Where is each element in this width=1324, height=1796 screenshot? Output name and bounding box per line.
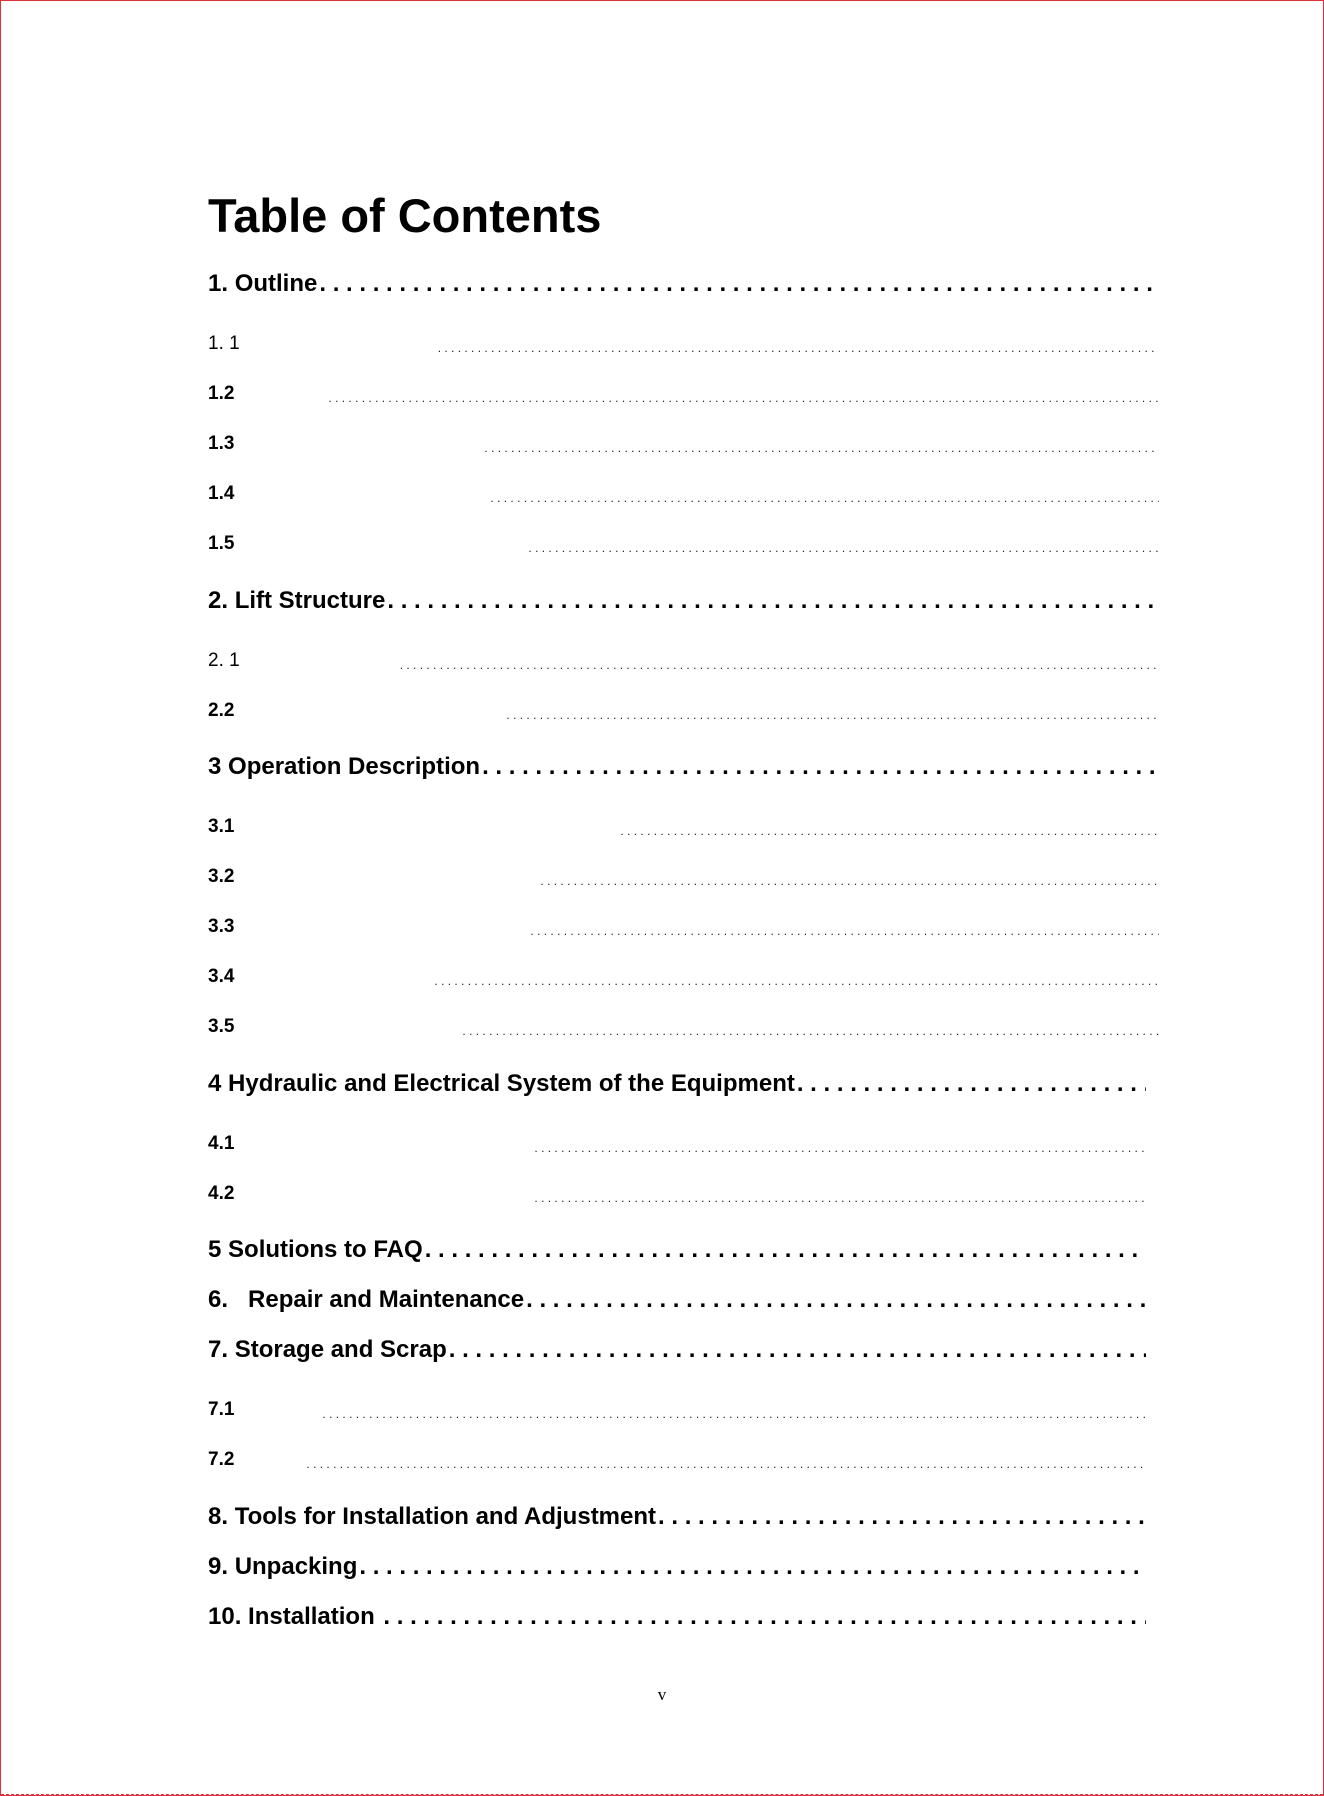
toc-entry-3-2[interactable]: [208, 864, 1159, 890]
toc-entry-number: 3: [208, 753, 222, 780]
toc-entry-1-1[interactable]: [208, 331, 1159, 357]
toc-entry-number: 3.1: [208, 816, 235, 837]
toc-entry-number: 1.: [208, 270, 229, 297]
dot-leader: [425, 1234, 1146, 1266]
toc-entry-3-3[interactable]: [208, 914, 1159, 940]
dot-leader: [383, 1601, 1146, 1633]
toc-entry-2[interactable]: [208, 585, 1159, 617]
toc-entry-label: Storage and Scrap: [234, 1336, 447, 1363]
dot-leader: [328, 389, 1159, 407]
toc-entry-number: 10.: [208, 1603, 242, 1630]
toc-entry-number: 2.: [208, 587, 229, 614]
toc-entry-10[interactable]: [208, 1601, 1146, 1633]
toc-entry-5[interactable]: [208, 1234, 1146, 1266]
toc-entry-number: 4.1: [208, 1133, 235, 1154]
toc-entry-number: 9.: [208, 1553, 229, 1580]
toc-entry-number: 7.: [208, 1336, 229, 1363]
toc-entry-number: 5: [208, 1236, 222, 1263]
toc-entry-number: 4: [208, 1070, 222, 1097]
dot-leader: [438, 339, 1159, 357]
dot-leader: [400, 656, 1159, 674]
toc-entry-7[interactable]: [208, 1334, 1146, 1366]
toc-entry-1-4[interactable]: [208, 481, 1159, 507]
toc-entry-8[interactable]: [208, 1501, 1146, 1533]
toc-entry-1[interactable]: [208, 268, 1159, 300]
dot-leader: [534, 1139, 1146, 1157]
toc-entry-label: Installation: [248, 1603, 375, 1630]
toc-entry-number: 1.4: [208, 483, 235, 504]
toc-entry-number: 1.5: [208, 533, 235, 554]
toc-entry-number: 6.: [208, 1286, 229, 1313]
dot-leader: [434, 972, 1159, 990]
toc-entry-number: 8.: [208, 1503, 229, 1530]
toc-entry-4-2[interactable]: [208, 1181, 1146, 1207]
toc-entry-4-1[interactable]: [208, 1131, 1146, 1157]
toc-entry-9[interactable]: [208, 1551, 1146, 1583]
toc-entry-number: 7.2: [208, 1449, 235, 1470]
dot-leader: [449, 1334, 1146, 1366]
toc-entry-2-2[interactable]: [208, 698, 1159, 724]
toc-entry-number: 2.2: [208, 700, 235, 721]
dot-leader: [528, 539, 1159, 557]
toc-entry-2-1[interactable]: [208, 648, 1159, 674]
dot-leader: [526, 1284, 1146, 1316]
dot-leader: [306, 1455, 1146, 1473]
toc-entry-label: Solutions to FAQ: [228, 1236, 423, 1263]
toc-entry-label: Operation Description: [228, 753, 481, 780]
dot-leader: [462, 1022, 1159, 1040]
dot-leader: [482, 751, 1159, 783]
toc-entry-4[interactable]: [208, 1068, 1146, 1100]
toc-entry-label: Hydraulic and Electrical System of the Equipment: [228, 1070, 795, 1097]
toc-entry-number: 3.3: [208, 916, 235, 937]
dot-leader: [797, 1068, 1146, 1100]
dot-leader: [540, 872, 1159, 890]
toc-entry-label: Tools for Installation and Adjustment: [234, 1503, 657, 1530]
page-number: v: [657, 1685, 667, 1704]
toc-entry-label: Lift Structure: [234, 587, 386, 614]
toc-entry-number: 1.2: [208, 383, 235, 404]
toc-entry-label: Outline: [234, 270, 318, 297]
toc-entry-3[interactable]: [208, 751, 1159, 783]
dot-leader: [506, 706, 1159, 724]
dot-leader: [484, 439, 1159, 457]
dot-leader: [530, 922, 1159, 940]
toc-entry-number: 3.5: [208, 1016, 235, 1037]
dot-leader: [658, 1501, 1146, 1533]
dot-leader: [490, 489, 1159, 507]
toc-entry-3-1[interactable]: [208, 814, 1159, 840]
toc-entry-number: 4.2: [208, 1183, 235, 1204]
dot-leader: [359, 1551, 1146, 1583]
toc-entry-number: 1. 1: [208, 333, 240, 354]
toc-entry-number: 7.1: [208, 1399, 235, 1420]
toc-entry-1-3[interactable]: [208, 431, 1159, 457]
dot-leader: [534, 1189, 1146, 1207]
toc-entry-number: 3.2: [208, 866, 235, 887]
toc-entry-number: 2. 1: [208, 650, 240, 671]
page-title: Table of Contents: [208, 189, 602, 242]
dot-leader: [319, 268, 1159, 300]
toc-entry-7-2[interactable]: [208, 1447, 1146, 1473]
toc-entry-label: Repair and Maintenance: [248, 1286, 525, 1313]
toc-entry-7-1[interactable]: [208, 1397, 1146, 1423]
dot-leader: [620, 822, 1159, 840]
toc-entry-6[interactable]: [208, 1284, 1146, 1316]
toc-entry-3-4[interactable]: [208, 964, 1159, 990]
toc-entry-1-5[interactable]: [208, 531, 1159, 557]
toc-entry-number: 1.3: [208, 433, 235, 454]
dot-leader: [387, 585, 1159, 617]
toc-entry-1-2[interactable]: [208, 381, 1159, 407]
toc-entry-3-5[interactable]: [208, 1014, 1159, 1040]
toc-entry-label: Unpacking: [234, 1553, 358, 1580]
dot-leader: [322, 1405, 1146, 1423]
toc-entry-number: 3.4: [208, 966, 235, 987]
